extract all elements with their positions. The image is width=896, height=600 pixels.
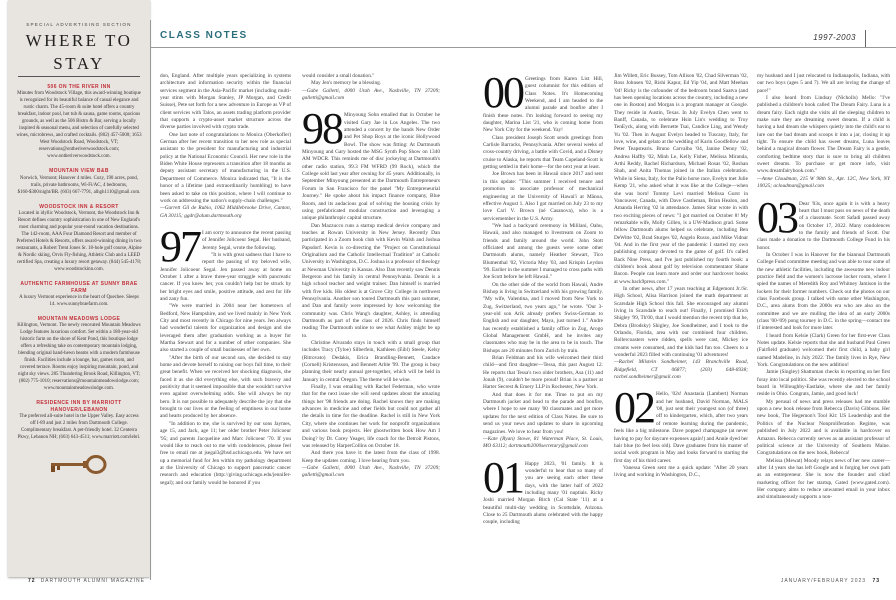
listings xyxy=(16,84,142,441)
where-to-stay-sidebar xyxy=(8,0,150,577)
paragraph: I also heard from Lindsay (Nicholls) Mello: "I've published a children's book called The Dream Fairy. Luna is a dream fairy. Each night she visits all the sleeping children to make sure they are dreaming sweet dreams. If a child is having a bad dream she whispers quietly into the child's ear to lure out the bad dream and scoops it into a jar, closing it up tight. To ensure the child has sweet dreams, Luna leaves behind a magical dream flower. The Dream Fairy is a gentle, comforting bedtime story that is sure to bring all children sweet dreams. To purchase or get more info, visit www.dreamfairybook.com." xyxy=(757,95,890,175)
class-2002 xyxy=(614,383,748,479)
class-2003 xyxy=(757,192,890,502)
listing-name: WOODSTOCK INN & RESORT xyxy=(39,203,119,210)
sidebar-divider xyxy=(18,76,140,77)
listing-name: RESIDENCE INN BY MARRIOTT HANOVER/LEBANON xyxy=(36,400,122,413)
footer-right xyxy=(781,578,880,584)
class-numeral: 98 xyxy=(302,104,342,154)
column-rule xyxy=(150,20,151,580)
listing-name: MOUNTAIN MEADOWS LODGE xyxy=(37,316,121,323)
paragraph: I heard from Kelsie (Clark) Green for her first-ever Class Notes update. Kelsie reports that she and husband Paul Green (Fairfield graduate) welcomed their first child, a baby girl named Madeline, in July 2022. The family lives in Rye, New York. Congratulations on the new addition! xyxy=(757,332,890,369)
signature: —Gabe Galletti, 4000 Utah Ave., Nashville, TN 37209; galletti@gmail.com xyxy=(302,464,440,479)
paragraph: I am sorry to announce the recent passing of Jennifer Jolicoeur Segal. Her husband, Jeremy Segal, wrote the following. xyxy=(202,229,291,251)
listing-description: A luxury Vermont experience in the heart of Quechee. Sleeps 14. www.sunnybraefarm.com. xyxy=(19,295,139,308)
class-2001 xyxy=(483,452,603,527)
paragraph: May Jen's memory be a blessing. xyxy=(311,80,382,87)
class-numeral: 00 xyxy=(483,68,523,117)
listing-name: 506 ON THE RIVER INN xyxy=(47,84,111,90)
paragraph: And that does it for me. Time to put on my Dartmouth jacket and head to the parade and bonfire, where I hope to see many '00 classmates and get more updates for the next edition of Class Notes. Be sure to send us your news and updates to share in upcoming magazines. We love to hear from you! xyxy=(483,391,603,435)
signature: —Kate (Ryan) Stowe, 81 Waterman Place, St. Louis, MO 63112; dartmouth2000secretary@gmail.com xyxy=(483,435,603,450)
paragraph: Melissa (Mewat) Moody relays news of her new career—after 14 years she has left Google and is forging her own path as an entrepreneur. She is now the founder and chief marketing officer for her startup, Gated (www.gated.com). Her company aims to reduce unwanted email in your inbox and simultaneously supports a non- xyxy=(757,457,890,501)
paragraph: don, England. After multiple years specializing in systems architecture and information security within the financial services segment in the Asia-Pacific market (including multi-year stints with Morgan Stanley, JP Morgan, and Credit Suisse), Pete set forth for a new adventure in Europe as VP of client services with Talos, an assets trading platform provider that supports a crypto-asset market structure across the diverse parties involved with crypto trade. xyxy=(160,73,291,131)
paragraph: "We had a backyard ceremony in Mililani, Oahu, Hawaii, and also managed to livestream on Zoom to friends and family around the world. John Stott officiated and among the guests were some other Dartmouth alums, namely Heather Stewart, Tico Blumenthal '02, Victoria Moy '03, and Krispin Leydon '99. Earlier in the summer I managed to cross paths with Joe Scott before he left Hawaii." xyxy=(483,222,603,281)
paragraph: Dan Mazzucco runs a startup medical device company and teaches at Rowan University in New Jersey. Recently Dan participated in a Zoom book club with Kevin Walsh and Joshua Papsdorf. Kevin is co-directing the "Project on Constitutional Originalism and the Catholic Intellectual Tradition" at Catholic University in Washington, D.C. Joshua is a professor of theology at Newman University in Kansas. Also Dan recently saw Dennis Bergeron and his family in central Pennsylvania. Dennis is a high school teacher and weight trainer. Dan himself is married with five kids. His oldest is at Grove City College in northwest Pennsylvania. Another son toured Dartmouth this past summer, and Dan and family were impressed by how welcoming the community was. Chris Wang's daughter, Ashley, is attending Dartmouth as part of the class of 2026. Chris finds himself reading The Dartmouth online to see what Ashley might be up to. xyxy=(302,222,440,339)
class-years: 1997-2003 xyxy=(813,33,856,42)
paragraph: Christine Alvarado stays in touch with a small group that includes Tracy (Tyloe) Silberfein, Kathleen (Eibl) Steele, Kelsy (Ritrovato) Dedakis, Erica Brandling-Bennett, Candace (Cornell) Kristensson, and Bennett Arble '99. The group is busy planning their nearly annual get-together, which will be held in January in central Oregon. The theme will be wine. xyxy=(302,340,440,383)
listing-name: AUTHENTIC FARMHOUSE AT SUNNY BRAE FARM xyxy=(20,281,138,294)
antique-key-icon xyxy=(49,455,109,475)
header-tick xyxy=(865,30,866,47)
paragraph: In other news, after 17 years teaching at Edgemont Jr./Sr. High School, Alisa Harrison joined the math department at Scarsdale High School this fall. She encouraged any alumni living in Scarsdale to reach out! Finally, I promised Erich Shigley '99, Th'00, that I would mention the recent trip that he, Debra (Brodsky) Shigley, Joe Sondheimer, and I took to the Orlando, Florida, area with our combined four children. Rollercoasters were ridden, spells were cast, Mickey ice creams were consumed, and the kids had fun too. Cheers to a wonderful 2023 filled with continuing '01 adventures! xyxy=(614,285,748,359)
paragraph: Dear '03s, once again it is with a heavy heart that I must pass on news of the death of a classmate. Scott Safadi passed away on October 17, 2022. Many condolences to the family and friends of Scott. Our class made a donation to the Dartmouth College Fund in his honor. xyxy=(757,200,890,251)
paragraph: "After the birth of our second son, she decided to stay home and devote herself to raising our boys full time, to their great benefit. When we received her shocking diagnosis, she faced it as she did everything else, with such bravery and positivity that it seemed impossible that she wouldn't survive even against overwhelming odds. She will always be my hero. It is not possible to adequately describe the joy that she brought to our lives or the feeling of emptiness in our home and hearts produced by her absence. xyxy=(160,354,291,420)
paragraph: would consider a small donation." xyxy=(302,73,375,79)
paragraph: My perusal of news and press releases had me stumble upon a new book release from Rebecca (Davis) Gibbons. Her new book, The Hegemon's Tool Kit: US Leadership and the Politics of the Nuclear Nonproliferation Regime, was published in July 2022 and is available in hardcover on Amazon. Rebecca currently serves as an assistant professor of political science at the University of Southern Maine. Congratulations on the new book, Rebecca! xyxy=(757,398,890,457)
page-number: 73 xyxy=(872,578,880,584)
paragraph: Hello, '02s! Anastasia (Lambert) Norman and her husband, David Norman, MALS '08, just sent their youngest son (of three) off to kindergarten, which, after two years of remote learning during the pandemic, feels like a big milestone. Dave popped champagne (at never having to pay for daycare expenses again!) and Annie dyed her hair blue (to feel less old). Dave graduates from his master of social work program in May and looks forward to starting the first day of his third career. xyxy=(614,391,748,464)
listing-description: The preferred all-suite hotel in the Upper Valley. Easy access off I-89 and just 2 miles from Dartmouth College. Complimentary breakfast. A pet-friendly hotel. 32 Centerra Pkwy, Lebanon NH; (603) 643-4511; www.marriott.com/lebri. xyxy=(17,414,141,441)
paragraph: "It is with great sadness that I have to report the passing of my beloved wife, Jennifer Jolicoeur Segal. Jen passed away at home on October 1 after a brave three-year struggle with pancreatic cancer. If you knew her, you couldn't help but be struck by her bright eyes and smile, positive attitude, and zest for life and zany fun. xyxy=(160,251,291,302)
column-2 xyxy=(302,73,440,480)
column-4 xyxy=(614,73,748,480)
paragraph: "We were married in 2004 near her hometown of Bedford, New Hampshire, and we lived mainly in New York City and most recently in Chicago for nine years. Jen always had wonderful talents for organization and design and she leveraged them after graduation working as a buyer for Martha Stewart and for a number of other companies. She also started a couple of small businesses of her own. xyxy=(160,303,291,354)
issue-date: JANUARY/FEBRUARY 2023 xyxy=(780,578,867,584)
paragraph: Joe Brown has been in Hawaii since 2017 and sent in this update: "This summer I received tenure and promotion to associate professor of mechanical engineering at the University of Hawai'i at Mānoa, effective August 1. Also I got married on July 23 to my love Carl V. Brown (né Casanova), who is a servicemember in the U.S. Army. xyxy=(483,171,603,222)
column-5 xyxy=(757,73,890,502)
column-3 xyxy=(483,68,603,527)
listing-description: Located in idyllic Woodstock, Vermont, the Woodstock Inn & Resort defines country sophistication in one of New England's most charming and popular year-round vacation destinations. The 142-room, AAA Four Diamond Resort and member of Preferred Hotels & Resorts, offers award-winning dining in two restaurants, a Robert Trent Jones Sr. 18-hole golf course, Alpine & Nordic skiing, Orvis Fly-fishing, Athletic Club and a LEED certified Spa, creating a luxury resort getaway. (844) 545-4178; www.woodstockinn.com. xyxy=(16,211,142,273)
paragraph: my husband and I just relocated to Indianapolis, Indiana, with our two boys (ages 5 and 7). We all are loving the change of pace!" xyxy=(757,73,890,94)
column-1 xyxy=(160,73,291,487)
class-numeral: 01 xyxy=(483,452,523,502)
paragraph: And there you have it: the latest from the class of 1998. Keep the updates coming. I love hearing from you. xyxy=(302,450,440,464)
class-2000 xyxy=(483,68,603,451)
paragraph: Jim Willett, Eric Bussey, Tom Allison '02, Chad Silverman '02, Ross Johnsen '02, Rishi Kapur, Ed Yip '04, and Matt Meehan '04! Ricky is the cofounder of the bedroom brand Saatva (and has been opening locations across the country, including a new one in Boston) and Morgan is a program manager at Google. They reside in Austin, Texas. In July Evelyn Chen went to Banff, Canada, to celebrate Hsin Lin's wedding to Troy TenEyck, along with Bernette Tsai, Candice Ling, and Wendy Yu '02. Then in August Evelyn headed to Tuscany, Italy, for love, wine, and gelato at the wedding of Karin Goodfellow and Peter Teapstearis. Bruno Carvalho '04, Janine Denny '02, Andrea Haffty '02, Minh Le, Kelly Fisher, Melissa Miranda, Arthi Reddy, Rachel Richardson, Michael Rosas '02, Roshan Shah, and Anita Thomas joined in the Italian celebration. While in Siena, Italy, for the Palio horse race, Evelyn met Julie Kemp '21, who asked what it was like at the College—when she was born! Tommy Levi married Melissa Gurst in Vancouver, Canada, with Dave Castleman, Brian Healon, and Amanda Herring '02 in attendance. James Sitar wrote in with two exciting pieces of news: "I got married on October 8! My remarkable wife, Molly Gillen, is a UW-Madison grad. Some fellow Dartmouth alums helped us celebrate, including Ben DeWitte '02, Brad Sturges '02, Angelo Russo, and Mike Vidnar '04. And in the first year of the pandemic I started my own publishing company devoted to the game of golf. It's called Back Nine Press, and I've just published my fourth book: a children's book about golf by television commentator Shane Bacon. People can learn more and order our hardcover books at www.back9press.com." xyxy=(614,73,748,285)
listing-name: MOUNTAIN VIEW B&B xyxy=(49,168,109,175)
signature: —Gabe Galletti, 4000 Utah Ave., Nashville, TN 37209; galletti@gmail.com xyxy=(302,87,440,102)
listing-description: Minutes from Woodstock Village, this award-winning boutique is recognized for its beautiful balance of casual elegance and rustic charm. The 45-room & suite hotel offers a country breakfast, indoor pool, hot tub & sauna, game rooms, spacious grounds, as well as the 506 Bistro & Bar, serving a locally inspired & seasonal menu, and selection of carefully selected wines, microbrews, and crafted cocktails. (802) 457-5000; 1653 West Woodstock Road, Woodstock, VT; reservations@ontheriverwoodstock.com; www.ontheriverwoodstock.com. xyxy=(16,91,142,160)
signature: —Rachel Milstein Sondheimer, 143 Branchville Road, Ridgefield, CT 06877; (203) 648-6938; rachel.sondheimer@gmail.com xyxy=(614,359,748,381)
paragraph: One last note of congratulations to Monica (Oberkofler) German after her recent transition to her new role as special assistant to the president for manufacturing and industrial policy at the National Economic Council. Her new role in the Biden White House represents a transition after 18 months as deputy assistant secretary of manufacturing in the U.S. Department of Commerce. Monica indicated that, "It is the honor of a lifetime (and extraordinarily humbling) to have been asked to take on this position, where I will continue to work on addressing the nation's supply-chain challenges." xyxy=(160,131,291,204)
paragraph: Minyoung Sohn emailed that in October he visited Gary Jae in Los Angeles. The two attended a concert by the bands New Order and Pet Shop Boys at the iconic Hollywood Bowl. The show was fitting: At Dartmouth Minyoung and Gary hosted the MSG Synth Pop Show on 1340 AM WDCR. This reminds me of disc jockeying at Dartmouth's other radio station, 99.3 FM WFRD (99 Rock), which the College sold last year after owning for 45 years. Additionally, in September Minyoung presented at the Dartmouth Entrepreneurs Forum in San Francisco for the panel "My Entrepreneurial Journey." He spoke about his impact finance company, Blue Room, and its audacious goal of solving the housing crisis by using prefabricated modular construction and leveraging a unique philanthropic capital structure. xyxy=(302,112,440,222)
signature: —Anne Cloudman, 215 W 98th St., Apt. 12C, New York, NY 10025; acloudman@gmail.com xyxy=(757,175,890,190)
footer-left xyxy=(28,578,145,584)
paragraph: "In addition to me, she is survived by our sons Jaymes, age 15, and Jack, age 11; her older brother Peter Jolicoeur '95; and parents Jacqueline and Marc Jolicoeur '70. If you would like to reach out to me with condolences, please feel free to email me at jsegal3@bsd.uchicago.edu. We have set up a memorial fund for Jen within my pathology department at the University of Chicago to support pancreatic cancer research and education (http://giving.uchicago.edu/jennifer-segal); and our family would be honored if you xyxy=(160,420,291,486)
paragraph: Jamie (Singley) Shattuman checks in reporting on her first foray into local politics. She was recently elected to the school board in Willoughby-Eastlake, where she and her family reside in Ohio. Congrats, Jamie, and good luck! xyxy=(757,369,890,398)
advertising-kicker: SPECIAL ADVERTISING SECTION xyxy=(26,22,132,27)
paragraph: Class president Joseph Scott sends greetings from Carlisle Barracks, Pennsylvania. After several weeks of cross-country driving, a battle with Covid, and a Disney cruise to Alaska, he reports that Team Copeland-Scott is getting settled in their home—for the next year at least. xyxy=(483,134,603,171)
paragraph: Greetings from Karen List Hill, guest columnist for this edition of Class Notes. It's Homecoming Weekend, and I am headed to the alumni parade and bonfire after I finish these notes. I'm looking forward to seeing my daughter, Marina List '21, who is coming home from New York City for the weekend. Yay! xyxy=(483,76,603,134)
class-numeral: 97 xyxy=(160,221,200,271)
page-number: 72 xyxy=(28,578,36,584)
paragraph: Finally, I was emailing with Rachel Federman, who wrote that for the next issue she will send updates about the amazing things her '98 friends are doing. Rachel knows they are making advances in medicine and other fields but could not gather all the details in time for the deadline. Rachel is still in New York City, where she continues her work for nonprofit organizations and various book projects. Her ghostwritten book How Am I Doing? by Dr. Corey Yeager, life coach for the Detroit Pistons, was released by HarperCollins on October 18. xyxy=(302,384,440,449)
paragraph: Brian Feldman and his wife welcomed their third child—and first daughter—Tessa, this past August 12. He reports that Tessa's two older brothers, Asa (11) and Jonah (9), couldn't be more proud! Brian is a partner at Harter Secrest & Emery LLP in Rochester, New York. xyxy=(483,355,603,391)
paragraph: Happy 2023, '01 family. It is wonderful to hear that so many of you are seeing each other these days, with the latter half of 2022 including many '01 nuptials. Ricky Joshi married Morgan Birch (Cal State '11) at a beautiful multi-day wedding in Scottsdale, Arizona. Close to 25 Dartmouth alums celebrated with the happy couple, including xyxy=(483,460,603,526)
paragraph: On the other side of the world from Hawaii, Andre Bishop is living in Switzerland with his growing family. "My wife, Valentina, and I moved from New York to Zug, Switzerland, two years ago," he wrote. "Our 3-year-old son Arik already prefers Swiss-German to English and our daughter, Maya, just turned 1." Andre has recently established a family office in Zug, Arogo Global Management GmbH, and he invites any classmates who may be in the area to be in touch. The Bishops are 20 minutes from Zurich by train. xyxy=(483,281,603,354)
sidebar-title-line1: WHERE TO xyxy=(25,31,133,50)
class-numeral: 02 xyxy=(614,383,654,433)
listing-description: Killington, Vermont. The newly renovated Mountain Meadows Lodge features luxurious comfort. Set within a 180-year-old historic farm on the shore of Kent Pond, this boutique lodge offers a refreshing take on contemporary mountain lodging, blending original hand-hewn beams with a modern farmhouse finish. Facilities include a lounge, bar, games room, and covered terrace. Rooms enjoy inspiring mountain, pond, and night sky views. 285 Thundering Brook Road, Killington, VT; (802) 775-1010; reservations@mountainmeadowslodge.com; www.mountainmeadowslodge.com. xyxy=(17,323,141,392)
signature: —Garrett Gil de Rubio, 1062 Middlebrooke Drive, Canton, GA 30115; ggdr@alum.dartmouth.org xyxy=(160,205,291,219)
paragraph: In October I was in Hanover for the biannual Dartmouth College Fund committee meeting and was able to tour some of the new athletic facilities, including the awesome new indoor practice field and the women's lacrosse locker room, where I spied the names of Meredith Roy and Whitney Jamison in the lockers for their former numbers. Check out the photos on our class Facebook group. I talked with some other Washington, D.C., area alums from the 2000s era who are also on the committee and we are mulling the idea of an early 2000s (class '00-'09) pong tourney in D.C. in the spring—contact me if interested and look for more later. xyxy=(757,251,890,332)
sidebar-title-line2: STAY xyxy=(53,54,105,73)
magazine-name: DARTMOUTH ALUMNI MAGAZINE xyxy=(40,578,145,584)
class-numeral: 03 xyxy=(757,192,797,242)
listing-description: Norwich, Vermont; Hanover 4 miles. Cozy, 190 acres, pond, trails, private bathrooms, Wi-Fi/AC, 4 bedrooms, $160-$300/night/BR. (603) 667-7791, alhgh1110@gmail.com. xyxy=(17,175,141,195)
paragraph: Vanessa Green sent me a quick update: "After 20 years living and working in Washington, D.C., xyxy=(614,464,748,479)
section-title: CLASS NOTES xyxy=(160,30,248,41)
header-rule xyxy=(150,47,896,48)
class-1997 xyxy=(160,221,291,487)
class-1998 xyxy=(302,104,440,479)
